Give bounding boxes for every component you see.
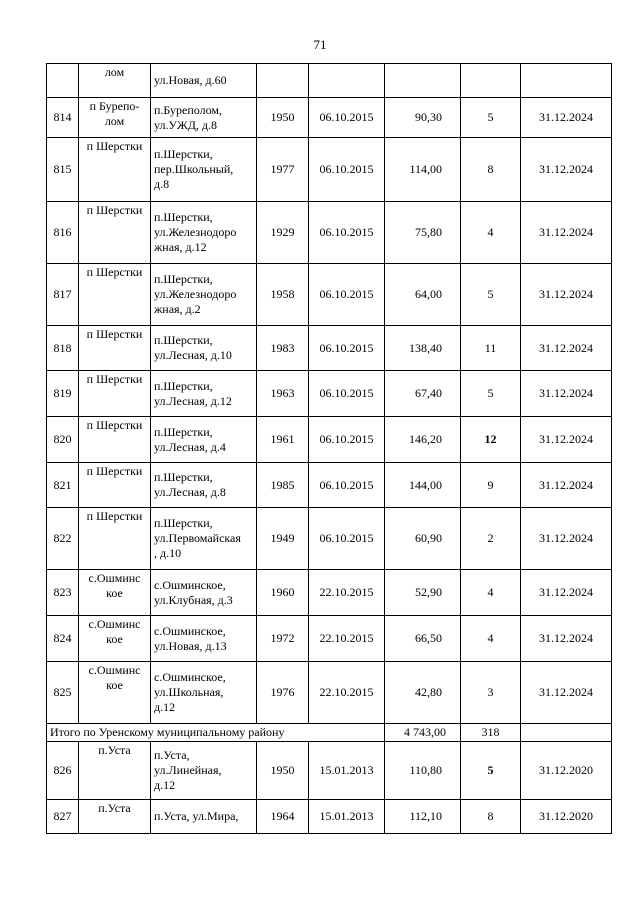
page-number: 71 [313, 37, 327, 52]
total-label: Итого по Уренскому муниципальному району [47, 724, 385, 742]
row-date [309, 800, 385, 834]
table-row [47, 326, 612, 371]
table-row [47, 800, 612, 834]
row-settlement [79, 371, 151, 417]
table-row [47, 264, 612, 326]
row-number-text: 818 [53, 340, 72, 355]
row-term [521, 326, 612, 371]
row-year-text: 1950 [270, 110, 295, 124]
row-term [521, 138, 612, 202]
row-settlement-text: п Шерстки [86, 203, 143, 217]
row-number-text: 817 [53, 287, 72, 301]
row-date-text: 15.01.2013 [319, 763, 374, 777]
row-term [521, 570, 612, 616]
row-residents [461, 570, 521, 616]
row-number [47, 326, 79, 371]
row-address-text: п.Шерстки, ул.Лесная, д.4 [154, 424, 226, 454]
row-term [521, 463, 612, 508]
table-row [47, 508, 612, 570]
row-settlement [79, 98, 151, 138]
row-year-text: 1976 [270, 685, 295, 699]
row-residents-text: 8 [487, 809, 494, 823]
row-address-text: п.Уста, ул.Линейная, д.12 [154, 748, 222, 792]
row-area-text: 146,20 [409, 432, 442, 446]
row-year [257, 800, 309, 834]
row-settlement-text: лом [104, 65, 125, 79]
row-residents [461, 662, 521, 724]
row-settlement [79, 417, 151, 463]
row-date [309, 138, 385, 202]
row-settlement-text: п Шерстки [86, 139, 143, 153]
row-area [385, 570, 461, 616]
row-settlement-text: п.Уста [98, 801, 131, 815]
row-address [151, 417, 257, 463]
row-address-text: п.Шерстки, ул.Первомайская , д.10 [154, 516, 241, 560]
row-area-text: 144,00 [409, 477, 442, 492]
total-term-empty [521, 724, 612, 742]
row-residents [461, 800, 521, 834]
row-area [385, 800, 461, 834]
row-year [257, 326, 309, 371]
row-address-text: п.Шерстки, ул.Лесная, д.10 [154, 333, 232, 362]
row-year [257, 417, 309, 463]
row-residents [461, 417, 521, 463]
row-residents [461, 508, 521, 570]
row-year-text: 1950 [270, 763, 295, 777]
row-year [257, 742, 309, 800]
total-section [47, 724, 612, 742]
row-settlement [79, 616, 151, 662]
row-address [151, 616, 257, 662]
row-year [257, 264, 309, 326]
row-residents-text: 11 [484, 340, 497, 355]
row-settlement-text: п Шерстки [86, 327, 143, 341]
row-address [151, 64, 257, 98]
row-date [309, 616, 385, 662]
row-term [521, 98, 612, 138]
row-date-text: 06.10.2015 [319, 386, 374, 400]
row-term-text: 31.12.2024 [539, 685, 593, 699]
row-number-text: 823 [53, 585, 72, 599]
row-address-text: п.Шерстки, ул.Лесная, д.12 [154, 378, 232, 408]
row-number [47, 64, 79, 98]
row-year [257, 508, 309, 570]
row-address [151, 98, 257, 138]
row-settlement [79, 64, 151, 98]
row-term-text: 31.12.2024 [539, 162, 593, 176]
row-residents-text: 5 [487, 763, 494, 777]
row-address [151, 742, 257, 800]
row-settlement-text: п Шерстки [86, 265, 143, 279]
row-address [151, 662, 257, 724]
row-address [151, 264, 257, 326]
row-area-text: 60,90 [415, 531, 442, 545]
row-residents [461, 64, 521, 98]
row-settlement [79, 463, 151, 508]
row-area [385, 616, 461, 662]
row-residents [461, 742, 521, 800]
row-term [521, 264, 612, 326]
row-settlement [79, 326, 151, 371]
row-area [385, 326, 461, 371]
table-row [47, 417, 612, 463]
row-year-text: 1929 [270, 225, 295, 239]
row-date-text: 15.01.2013 [319, 809, 374, 823]
row-settlement [79, 570, 151, 616]
row-term-text: 31.12.2024 [539, 432, 593, 446]
row-term [521, 417, 612, 463]
table-row [47, 662, 612, 724]
row-area [385, 98, 461, 138]
row-date-text: 22.10.2015 [319, 631, 374, 645]
row-term-text: 31.12.2024 [539, 340, 593, 355]
row-residents [461, 264, 521, 326]
row-residents [461, 326, 521, 371]
row-area-text: 52,90 [415, 585, 442, 599]
row-year-text: 1964 [270, 809, 295, 823]
row-address [151, 570, 257, 616]
row-date [309, 202, 385, 264]
row-date [309, 508, 385, 570]
row-residents-text: 3 [487, 685, 494, 699]
row-area-text: 138,40 [409, 340, 442, 355]
row-date-text: 06.10.2015 [319, 477, 374, 492]
row-settlement [79, 742, 151, 800]
row-number-text: 826 [53, 763, 72, 777]
row-residents-text: 2 [487, 531, 494, 545]
row-term-text: 31.12.2024 [539, 477, 593, 492]
row-term [521, 64, 612, 98]
row-number-text: 825 [53, 685, 72, 699]
row-residents [461, 202, 521, 264]
row-residents-text: 8 [487, 162, 494, 176]
row-area [385, 202, 461, 264]
row-area-text: 42,80 [415, 685, 442, 699]
row-date [309, 570, 385, 616]
row-residents [461, 616, 521, 662]
table-row [47, 616, 612, 662]
row-address-text: п.Шерстки, ул.Железнодоро жная, д.12 [154, 210, 237, 254]
row-number [47, 463, 79, 508]
row-year-text: 1972 [270, 631, 295, 645]
row-area-text: 90,30 [415, 110, 442, 124]
table-row [47, 98, 612, 138]
row-date-text: 06.10.2015 [319, 432, 374, 446]
row-settlement [79, 800, 151, 834]
row-area [385, 662, 461, 724]
row-settlement-text: п Шерстки [86, 464, 143, 478]
row-number [47, 800, 79, 834]
row-settlement-text: с.Ошминс кое [88, 617, 141, 646]
row-number [47, 371, 79, 417]
row-residents [461, 371, 521, 417]
row-residents-text: 9 [487, 477, 494, 492]
row-address-text: п.Шерстки, ул.Лесная, д.8 [154, 470, 226, 499]
table-row [47, 570, 612, 616]
row-residents-text: 4 [487, 631, 494, 645]
row-number [47, 742, 79, 800]
row-address [151, 202, 257, 264]
row-address [151, 800, 257, 834]
row-number [47, 508, 79, 570]
row-area [385, 463, 461, 508]
table-row [47, 138, 612, 202]
row-date [309, 371, 385, 417]
table-row [47, 371, 612, 417]
row-date-text: 06.10.2015 [319, 225, 374, 239]
row-date [309, 417, 385, 463]
row-year-text: 1985 [270, 477, 295, 492]
row-settlement-text: с.Ошминс кое [88, 571, 141, 600]
row-settlement [79, 264, 151, 326]
row-year [257, 98, 309, 138]
row-term-text: 31.12.2024 [539, 631, 593, 645]
row-number-text: 814 [53, 110, 72, 124]
row-date [309, 326, 385, 371]
row-date [309, 463, 385, 508]
row-number-text: 815 [53, 162, 72, 176]
row-term-text: 31.12.2024 [539, 531, 593, 545]
row-date-text: 06.10.2015 [319, 287, 374, 301]
row-area [385, 371, 461, 417]
table-row [47, 64, 612, 98]
row-residents-text: 4 [487, 585, 494, 599]
row-area [385, 417, 461, 463]
row-address [151, 463, 257, 508]
row-residents-text: 12 [484, 432, 497, 446]
row-term-text: 31.12.2020 [539, 763, 593, 777]
row-date-text: 22.10.2015 [319, 585, 374, 599]
row-settlement-text: п Шерстки [86, 418, 143, 432]
row-area-text: 75,80 [415, 225, 442, 239]
row-year-text: 1958 [270, 287, 295, 301]
row-settlement [79, 662, 151, 724]
row-term-text: 31.12.2024 [539, 287, 593, 301]
row-number-text: 816 [53, 225, 72, 239]
row-area-text: 64,00 [415, 287, 442, 301]
total-area: 4 743,00 [385, 724, 461, 742]
row-year [257, 463, 309, 508]
row-settlement [79, 508, 151, 570]
row-date-text: 06.10.2015 [319, 110, 374, 124]
row-address [151, 138, 257, 202]
row-term [521, 742, 612, 800]
row-term-text: 31.12.2024 [539, 225, 593, 239]
row-year [257, 64, 309, 98]
row-number [47, 98, 79, 138]
total-count: 318 [461, 724, 521, 742]
row-address-text: ул.Новая, д.60 [154, 73, 227, 87]
row-settlement [79, 138, 151, 202]
row-date-text: 06.10.2015 [319, 340, 374, 355]
table-row [47, 202, 612, 264]
row-year-text: 1960 [270, 585, 295, 599]
row-year [257, 662, 309, 724]
registry-rows [47, 64, 612, 724]
row-settlement-text: п Шерстки [86, 509, 143, 523]
row-date-text: 22.10.2015 [319, 685, 374, 699]
row-residents-text: 4 [487, 225, 494, 239]
row-number [47, 138, 79, 202]
registry-rows-2 [47, 742, 612, 834]
row-number-text: 822 [53, 531, 72, 545]
row-number-text: 820 [53, 432, 72, 446]
row-year [257, 371, 309, 417]
row-term [521, 371, 612, 417]
row-address-text: с.Ошминское, ул.Новая, д.13 [154, 623, 227, 653]
row-date [309, 742, 385, 800]
row-address-text: п.Шерстки, пер.Школьный, д.8 [154, 147, 234, 191]
row-date-text: 06.10.2015 [319, 162, 374, 176]
row-residents-text: 5 [487, 110, 494, 124]
row-address-text: п.Шерстки, ул.Железнодоро жная, д.2 [154, 272, 237, 316]
row-number [47, 417, 79, 463]
row-year-text: 1983 [270, 340, 295, 355]
row-residents [461, 98, 521, 138]
row-number-text: 824 [53, 631, 72, 645]
row-settlement-text: п Бурепо- лом [89, 99, 140, 128]
row-residents-text: 5 [487, 287, 494, 301]
row-number-text: 827 [53, 809, 72, 823]
row-date [309, 264, 385, 326]
row-area [385, 264, 461, 326]
row-settlement [79, 202, 151, 264]
row-year-text: 1961 [270, 432, 295, 446]
row-term [521, 202, 612, 264]
row-area-text: 67,40 [415, 386, 442, 400]
row-area [385, 742, 461, 800]
table-row [47, 463, 612, 508]
row-residents [461, 138, 521, 202]
row-year [257, 138, 309, 202]
row-term-text: 31.12.2024 [539, 110, 593, 124]
row-date-text: 06.10.2015 [319, 531, 374, 545]
row-address-text: п.Уста, ул.Мира, [154, 809, 239, 823]
row-term-text: 31.12.2024 [539, 386, 593, 400]
row-settlement-text: п.Уста [98, 743, 131, 757]
row-year [257, 202, 309, 264]
row-area-text: 114,00 [409, 162, 442, 176]
row-area-text: 110,80 [409, 763, 442, 777]
row-address-text: с.Ошминское, ул.Клубная, д.3 [154, 577, 233, 607]
row-year [257, 616, 309, 662]
row-date [309, 98, 385, 138]
row-term-text: 31.12.2020 [539, 809, 593, 823]
row-term-text: 31.12.2024 [539, 585, 593, 599]
row-date [309, 64, 385, 98]
table-row [47, 742, 612, 800]
row-number-text: 821 [53, 477, 72, 492]
row-year [257, 570, 309, 616]
row-area-text: 112,10 [409, 809, 442, 823]
row-year-text: 1963 [270, 386, 295, 400]
row-number [47, 264, 79, 326]
row-address [151, 508, 257, 570]
row-area [385, 138, 461, 202]
row-settlement-text: с.Ошминс кое [88, 663, 141, 692]
row-term [521, 508, 612, 570]
row-term [521, 800, 612, 834]
row-address-text: с.Ошминское, ул.Школьная, д.12 [154, 670, 226, 714]
row-settlement-text: п Шерстки [86, 372, 143, 386]
row-date [309, 662, 385, 724]
row-residents [461, 463, 521, 508]
row-number [47, 202, 79, 264]
row-address [151, 371, 257, 417]
row-number [47, 570, 79, 616]
row-year-text: 1977 [270, 162, 295, 176]
row-number [47, 616, 79, 662]
row-area-text: 66,50 [415, 631, 442, 645]
row-residents-text: 5 [487, 386, 494, 400]
housing-registry-table [46, 63, 612, 834]
row-address-text: п.Бурeполом, ул.УЖД, д.8 [154, 102, 222, 132]
row-area [385, 508, 461, 570]
row-area [385, 64, 461, 98]
row-year-text: 1949 [270, 531, 295, 545]
row-number [47, 662, 79, 724]
row-number-text: 819 [53, 386, 72, 400]
total-row [47, 724, 612, 742]
row-address [151, 326, 257, 371]
row-term [521, 616, 612, 662]
row-term [521, 662, 612, 724]
